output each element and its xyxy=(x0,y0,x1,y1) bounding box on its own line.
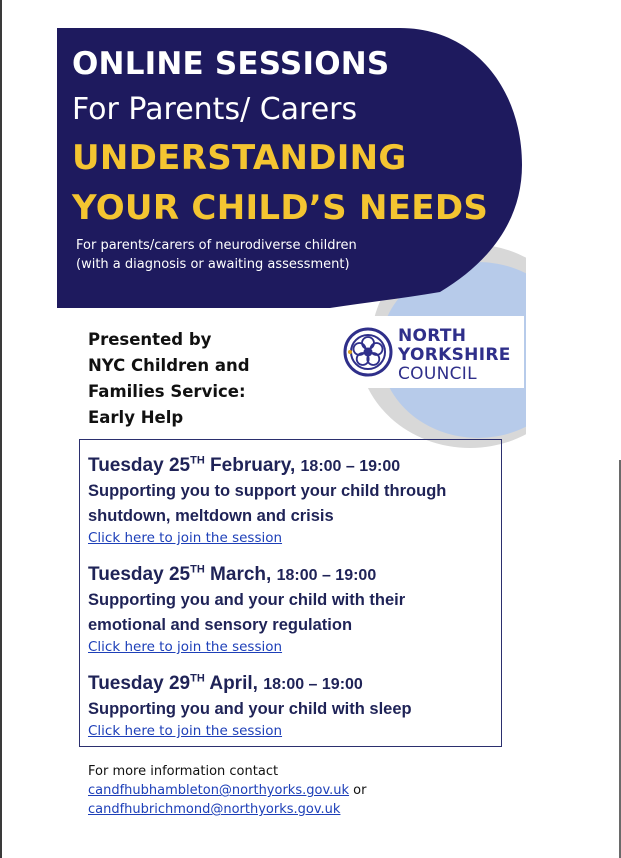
session-time: 18:00 – 19:00 xyxy=(276,567,377,584)
session-item xyxy=(88,563,498,656)
session-month: February, xyxy=(210,455,296,476)
contact-line-1 xyxy=(88,781,366,800)
session-desc-line-2: shutdown, meltdown and crisis xyxy=(88,507,334,525)
session-day-suffix: TH xyxy=(190,563,205,576)
contact-block xyxy=(88,762,366,819)
session-description xyxy=(88,479,498,529)
white-rose-icon xyxy=(342,326,394,378)
session-description xyxy=(88,588,498,638)
audience-line-2: (with a diagnosis or awaiting assessment) xyxy=(76,257,350,272)
join-session-link[interactable]: Click here to join the session xyxy=(88,639,283,655)
session-day-suffix: TH xyxy=(190,672,205,685)
session-date xyxy=(88,563,498,588)
session-item xyxy=(88,672,498,740)
title-line-1: ONLINE SESSIONS xyxy=(72,46,390,82)
session-time: 18:00 – 19:00 xyxy=(263,676,363,693)
session-time: 18:00 – 19:00 xyxy=(300,458,401,475)
session-day-suffix: TH xyxy=(190,454,205,467)
session-item xyxy=(88,454,498,547)
email-link-hambleton[interactable]: candfhubhambleton@northyorks.gov.uk xyxy=(88,783,350,798)
email-link-richmond[interactable]: candfhubrichmond@northyorks.gov.uk xyxy=(88,802,341,817)
session-date xyxy=(88,454,498,479)
session-month: April, xyxy=(209,673,258,694)
presenter-line-2: NYC Children and xyxy=(88,356,250,375)
session-desc-line-2: emotional and sensory regulation xyxy=(88,616,353,634)
presenter-line-1: Presented by xyxy=(88,330,212,349)
session-desc-line-1: Supporting you and your child with sleep xyxy=(88,700,412,718)
sessions-panel xyxy=(79,439,502,747)
session-description xyxy=(88,697,498,722)
presenter-block xyxy=(88,327,250,431)
title-line-2: For Parents/ Carers xyxy=(72,92,358,127)
logo-word-council: COUNCIL xyxy=(398,364,477,384)
contact-joiner: or xyxy=(353,783,367,798)
presenter-line-3: Families Service: xyxy=(88,382,246,401)
join-session-link[interactable]: Click here to join the session xyxy=(88,530,283,546)
contact-line-2 xyxy=(88,800,366,819)
presenter-line-4: Early Help xyxy=(88,408,184,427)
session-desc-line-1: Supporting you and your child with their xyxy=(88,591,406,609)
session-day: Tuesday 29 xyxy=(88,673,191,694)
council-wordmark xyxy=(398,327,511,384)
session-day: Tuesday 25 xyxy=(88,455,191,476)
title-line-4: YOUR CHILD’S NEEDS xyxy=(72,188,489,228)
logo-word-north: NORTH xyxy=(398,326,467,346)
session-day: Tuesday 25 xyxy=(88,564,191,585)
join-session-link[interactable]: Click here to join the session xyxy=(88,723,283,739)
session-month: March, xyxy=(210,564,272,585)
session-date xyxy=(88,672,498,697)
audience-note xyxy=(76,236,357,274)
council-logo xyxy=(334,316,524,388)
audience-line-1: For parents/carers of neurodiverse children xyxy=(76,238,357,253)
contact-intro: For more information contact xyxy=(88,764,279,779)
title-line-3: UNDERSTANDING xyxy=(72,138,407,178)
edge-mask xyxy=(526,0,621,460)
logo-word-yorkshire: YORKSHIRE xyxy=(398,345,511,365)
session-desc-line-1: Supporting you to support your child through xyxy=(88,482,447,500)
